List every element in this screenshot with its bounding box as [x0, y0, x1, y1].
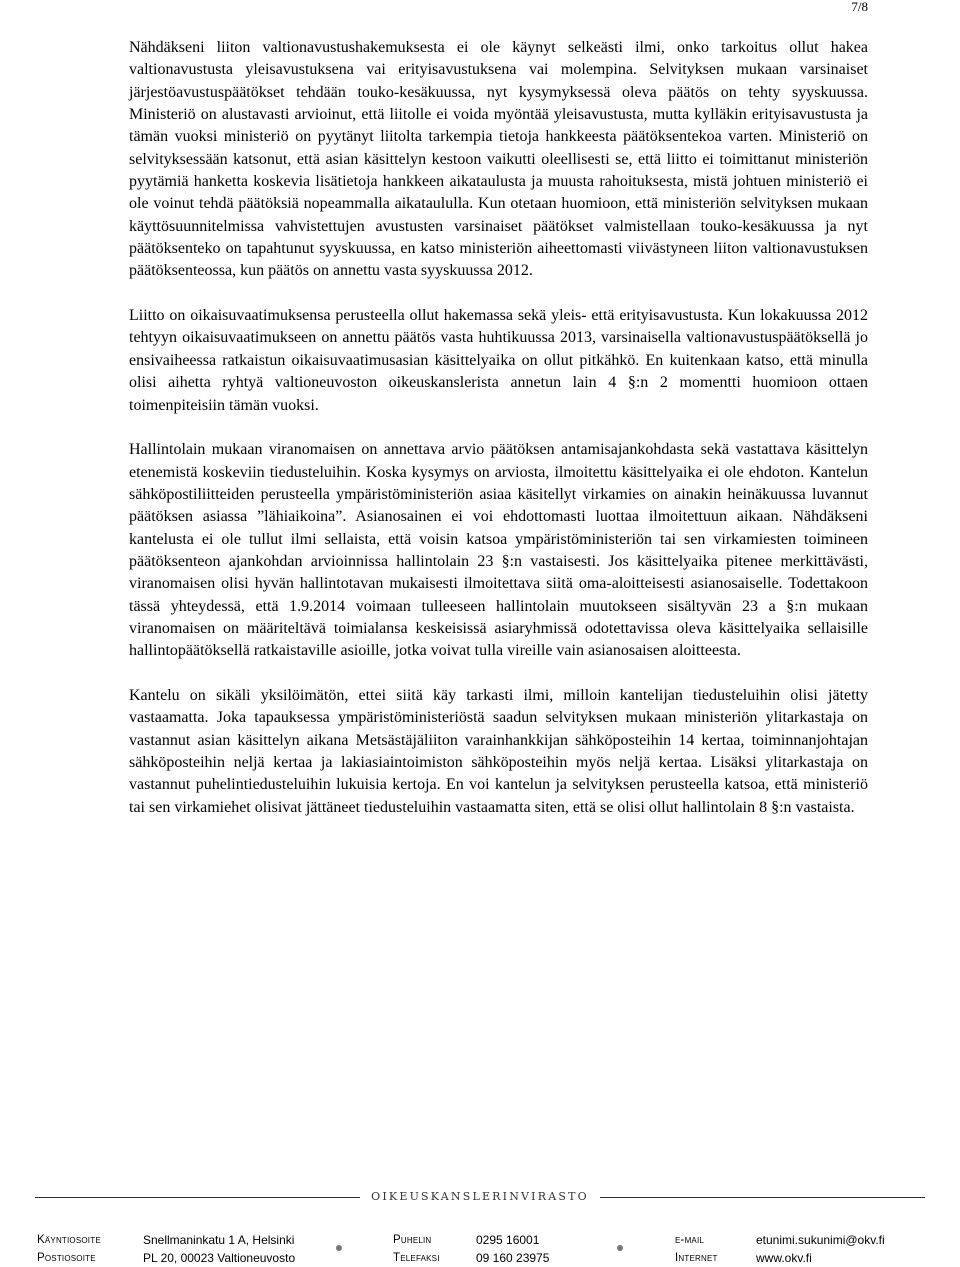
internet-label: Internet [675, 1252, 718, 1264]
visit-address-label: Käyntiosoite [37, 1234, 101, 1246]
paragraph-3: Hallintolain mukaan viranomaisen on annettava arvio päätöksen antamisajankohdasta sekä vastattava käsittelyn etenemistä koskeviin tiedusteluihin. Koska kysymys on arviosta, ilmoitettu käsittelyaika ei ole ehdoton. Kantelun sähköpostiliitteiden perusteella ympäristöministeriön asiaa käsitellyt virkamies on ainakin heinäkuussa luvannut päätöksen asiassa ”lähiaikoina”. Asianosainen ei voi ehdottomasti luottaa ilmoitettuun aikaan. Nähdäkseni kantelusta ei ole tullut ilmi sellaista, että voisin katsoa ympäristöministeriön tai sen virkamiesten toimineen päätöksenteon ajankohdan arvioinnissa hallintolain 23 §:n vastaisesti. Jos käsittelyaika pitenee merkittävästi, viranomaisen olisi hyvän hallintotavan mukaisesti ilmoitettava siitä oma-aloitteisesti asianosaiselle. Todettakoon tässä yhteydessä, että 1.9.2014 voimaan tulleeseen hallintolain muutokseen sisältyvän 23 a §:n mukaan viranomaisen on määriteltävä toimialansa keskeisissä asiaryhmissä odotettavissa oleva käsittelyaika sellaisille hallintopäätöksellä ratkaistaville asioille, jotka voivat tulla vireille vain asianosaisen aloitteesta. [129, 441, 868, 660]
internet-value[interactable]: www.okv.fi [756, 1251, 812, 1265]
footer-logo: OIKEUSKANSLERINVIRASTO [371, 1190, 589, 1203]
postal-address-label: Postiosoite [37, 1252, 96, 1264]
paragraph-1: Nähdäkseni liiton valtionavustushakemuksesta ei ole käynyt selkeästi ilmi, onko tarkoitus ollut hakea valtionavustusta yleisavustuksena vai erityisavustuksena vai molempina. Selvityksen mukaan varsinaiset järjestöavustuspäätökset tehdään touko-kesäkuussa, nyt kysymyksessä oleva päätös on tehty syyskuussa. Ministeriö on alustavasti arvioinut, että liitolle ei voida myöntää yleisavustusta, mutta kylläkin erityisavustusta ja tämän vuoksi ministeriö on pyytänyt liitolta tarkempia tietoja hankkeesta päätöksentekoa varten. Ministeriö on selvityksessään katsonut, että asian käsittelyn kestoon vaikutti oleellisesti se, että liitto ei toimittanut ministeriön pyytämiä hanketta koskevia lisätietoja hankkeen aikataulusta ja muusta rahoituksesta, mistä johtuen ministeriö ei ole voinut tehdä päätöksiä nopeammalla aikataululla. Kun otetaan huomioon, että ministeriön selvityksen mukaan käyttösuunnitelmissa vahvistettujen avustusten varsinaiset päätökset valmistellaan touko-kesäkuussa ja nyt päätöksenteko on tapahtunut syyskuussa, en katso ministeriön aiheettomasti viivästyneen liiton valtionavustuksen päätöksenteossa, kun päätös on annettu vasta syyskuussa 2012. [129, 39, 868, 280]
document-body [129, 37, 868, 841]
footer-row-contact [0, 1232, 960, 1248]
paragraph-2: Liitto on oikaisuvaatimuksensa perusteella ollut hakemassa sekä yleis- että erityisavustusta. Kun lokakuussa 2012 tehtyyn oikaisuvaatimukseen on annettu päätös vasta huhtikuussa 2013, varsinaisella valtionavustuspäätöksellä jo ensivaiheessa ratkaistun oikaisuvaatimusasian käsittelyaika on ollut pitkähkö. En kuitenkaan katso, että minulla olisi aihetta ryhtyä valtioneuvoston oikeuskanslerista annetun lain 4 §:n 2 momentti huomioon ottaen toimenpiteisiin tämän vuoksi. [129, 307, 868, 414]
footer-bullet-dot [336, 1245, 342, 1251]
footer-divider-left [35, 1197, 360, 1198]
page-number: 7/8 [851, 0, 868, 14]
email-label: e-mail [675, 1234, 705, 1246]
footer-bullet-dot [617, 1245, 623, 1251]
footer-row-postal [0, 1250, 960, 1266]
fax-value: 09 160 23975 [476, 1251, 550, 1265]
visit-address-value: Snellmaninkatu 1 A, Helsinki [143, 1233, 295, 1247]
phone-value: 0295 16001 [476, 1233, 540, 1247]
paragraph-4: Kantelu on sikäli yksilöimätön, ettei siitä käy tarkasti ilmi, milloin kantelijan tiedusteluihin olisi jätetty vastaamatta. Joka tapauksessa ympäristöministeriöstä saadun selvityksen mukaan ministeriön ylitarkastaja on vastannut asian käsittelyn aikana Metsästäjäliiton varainhankkijan sähköposteihin 14 kertaa, toiminnanjohtajan sähköposteihin neljä kertaa ja lakiasiaintoimiston sähköposteihin myös neljä kertaa. Lisäksi ylitarkastaja on vastannut puhelintiedusteluihin lukuisia kertoja. En voi kantelun ja selvityksen perusteella katsoa, että ministeriö tai sen virkamiehet olisivat jättäneet tiedusteluihin vastaamatta siten, että se olisi ollut hallintolain 8 §:n vastaista. [129, 686, 868, 816]
email-value[interactable]: etunimi.sukunimi@okv.fi [756, 1233, 885, 1247]
fax-label: Telefaksi [393, 1252, 440, 1264]
postal-address-value: PL 20, 00023 Valtioneuvosto [143, 1251, 296, 1265]
footer-divider-right [600, 1197, 925, 1198]
phone-label: Puhelin [393, 1234, 432, 1246]
